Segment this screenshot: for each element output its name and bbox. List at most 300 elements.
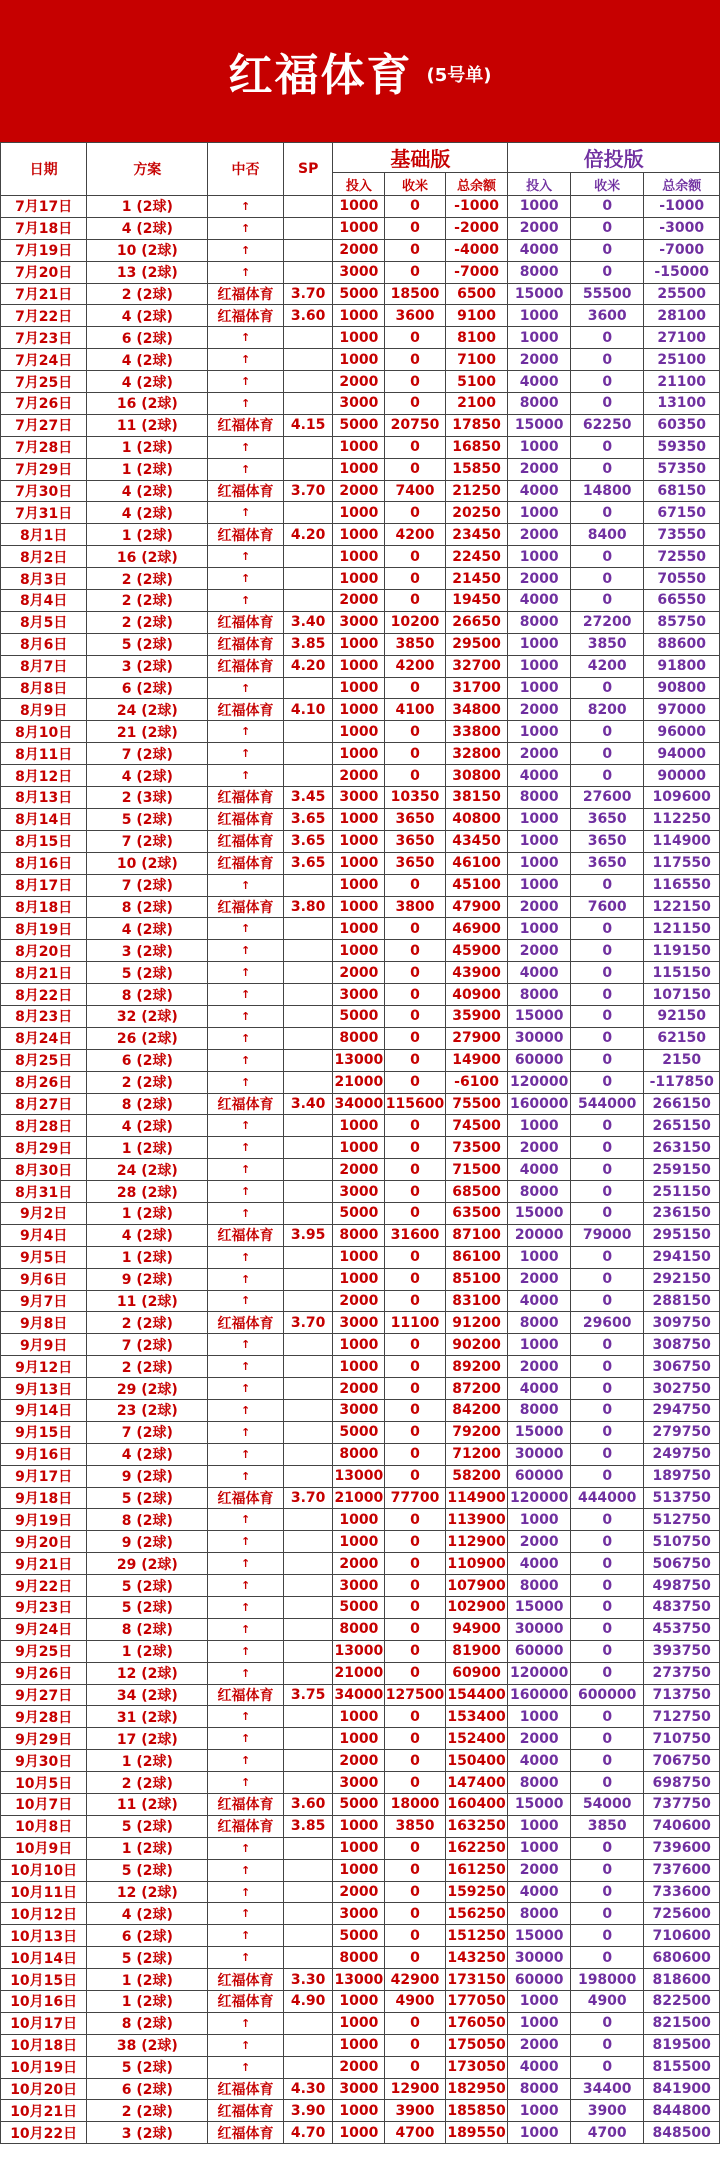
cell-basic-income: 3800 — [385, 896, 445, 918]
cell-hit: ↑ — [208, 1378, 284, 1400]
cell-basic-balance: 23450 — [445, 524, 508, 546]
cell-hit: ↑ — [208, 458, 284, 480]
cell-double-balance: 90800 — [644, 677, 720, 699]
cell-sp — [283, 1881, 333, 1903]
table-row — [1, 808, 720, 830]
cell-hit: 红福体育 — [208, 1487, 284, 1509]
cell-basic-income: 0 — [385, 1597, 445, 1619]
cell-sp: 4.20 — [283, 655, 333, 677]
cell-plan: 5 (2球) — [87, 1487, 208, 1509]
cell-double-invest: 4000 — [508, 1881, 571, 1903]
table-row — [1, 239, 720, 261]
table-row — [1, 546, 720, 568]
cell-basic-balance: 182950 — [445, 2078, 508, 2100]
cell-sp — [283, 502, 333, 524]
cell-sp — [283, 1903, 333, 1925]
cell-basic-income: 0 — [385, 1881, 445, 1903]
cell-date: 10月9日 — [1, 1837, 87, 1859]
cell-double-invest: 2000 — [508, 217, 571, 239]
cell-basic-income: 0 — [385, 918, 445, 940]
cell-date: 9月28日 — [1, 1706, 87, 1728]
table-row — [1, 1202, 720, 1224]
cell-hit: ↑ — [208, 1640, 284, 1662]
cell-double-balance: 266150 — [644, 1093, 720, 1115]
cell-basic-income: 0 — [385, 1662, 445, 1684]
table-row — [1, 940, 720, 962]
cell-basic-income: 0 — [385, 327, 445, 349]
cell-sp — [283, 196, 333, 218]
table-row — [1, 196, 720, 218]
cell-basic-balance: 87100 — [445, 1224, 508, 1246]
cell-date: 10月5日 — [1, 1772, 87, 1794]
cell-double-balance: 122150 — [644, 896, 720, 918]
cell-basic-income: 0 — [385, 393, 445, 415]
table-row — [1, 633, 720, 655]
cell-basic-invest: 1000 — [333, 568, 385, 590]
cell-basic-income: 0 — [385, 1005, 445, 1027]
cell-date: 9月13日 — [1, 1378, 87, 1400]
cell-double-balance: 841900 — [644, 2078, 720, 2100]
cell-basic-balance: -2000 — [445, 217, 508, 239]
table-row — [1, 2034, 720, 2056]
cell-double-balance: 88600 — [644, 633, 720, 655]
cell-sp: 3.80 — [283, 896, 333, 918]
cell-double-balance: 73550 — [644, 524, 720, 546]
cell-double-balance: -7000 — [644, 239, 720, 261]
cell-hit: ↑ — [208, 1421, 284, 1443]
cell-date: 9月19日 — [1, 1509, 87, 1531]
cell-date: 8月31日 — [1, 1181, 87, 1203]
cell-date: 10月20日 — [1, 2078, 87, 2100]
cell-basic-income: 0 — [385, 1421, 445, 1443]
cell-basic-income: 0 — [385, 1290, 445, 1312]
table-row — [1, 502, 720, 524]
cell-plan: 5 (2球) — [87, 1597, 208, 1619]
cell-hit: ↑ — [208, 1027, 284, 1049]
cell-double-balance: 821500 — [644, 2012, 720, 2034]
cell-plan: 8 (2球) — [87, 896, 208, 918]
cell-basic-invest: 1000 — [333, 2034, 385, 2056]
cell-basic-invest: 1000 — [333, 721, 385, 743]
cell-double-invest: 60000 — [508, 1465, 571, 1487]
cell-hit: 红福体育 — [208, 1794, 284, 1816]
cell-double-balance: 506750 — [644, 1553, 720, 1575]
cell-basic-invest: 1000 — [333, 852, 385, 874]
table-row — [1, 1443, 720, 1465]
cell-hit: ↑ — [208, 546, 284, 568]
cell-double-income: 0 — [570, 349, 643, 371]
cell-double-balance: -15000 — [644, 261, 720, 283]
cell-basic-balance: 86100 — [445, 1246, 508, 1268]
cell-basic-income: 0 — [385, 1378, 445, 1400]
cell-plan: 34 (2球) — [87, 1684, 208, 1706]
table-row — [1, 1509, 720, 1531]
cell-basic-income: 10200 — [385, 611, 445, 633]
cell-double-invest: 1000 — [508, 874, 571, 896]
cell-date: 9月14日 — [1, 1399, 87, 1421]
cell-hit: ↑ — [208, 721, 284, 743]
table-row — [1, 1925, 720, 1947]
cell-basic-balance: 7100 — [445, 349, 508, 371]
cell-basic-income: 0 — [385, 2034, 445, 2056]
cell-double-income: 3850 — [570, 633, 643, 655]
cell-sp: 4.10 — [283, 699, 333, 721]
cell-plan: 4 (2球) — [87, 1115, 208, 1137]
cell-date: 8月1日 — [1, 524, 87, 546]
cell-sp — [283, 568, 333, 590]
cell-basic-balance: 94900 — [445, 1618, 508, 1640]
cell-double-income: 0 — [570, 721, 643, 743]
cell-double-income: 0 — [570, 568, 643, 590]
cell-basic-invest: 1000 — [333, 633, 385, 655]
cell-basic-balance: 159250 — [445, 1881, 508, 1903]
cell-double-invest: 120000 — [508, 1487, 571, 1509]
cell-double-invest: 8000 — [508, 787, 571, 809]
cell-double-income: 600000 — [570, 1684, 643, 1706]
cell-plan: 4 (2球) — [87, 502, 208, 524]
table-row — [1, 1618, 720, 1640]
cell-sp: 4.15 — [283, 414, 333, 436]
cell-hit: ↑ — [208, 502, 284, 524]
cell-plan: 5 (2球) — [87, 808, 208, 830]
cell-double-income: 0 — [570, 1706, 643, 1728]
cell-date: 9月24日 — [1, 1618, 87, 1640]
cell-plan: 29 (2球) — [87, 1553, 208, 1575]
cell-plan: 8 (2球) — [87, 984, 208, 1006]
cell-date: 9月7日 — [1, 1290, 87, 1312]
cell-double-balance: 72550 — [644, 546, 720, 568]
cell-double-income: 0 — [570, 1159, 643, 1181]
cell-sp: 3.70 — [283, 480, 333, 502]
cell-double-income: 27600 — [570, 787, 643, 809]
cell-basic-income: 0 — [385, 940, 445, 962]
col-plan: 方案 — [87, 143, 208, 196]
cell-plan: 21 (2球) — [87, 721, 208, 743]
cell-plan: 11 (2球) — [87, 1794, 208, 1816]
cell-double-balance: 117550 — [644, 852, 720, 874]
cell-double-income: 0 — [570, 1356, 643, 1378]
cell-hit: ↑ — [208, 1925, 284, 1947]
cell-basic-balance: 26650 — [445, 611, 508, 633]
cell-basic-income: 0 — [385, 1115, 445, 1137]
cell-date: 7月24日 — [1, 349, 87, 371]
col-sp: SP — [283, 143, 333, 196]
table-row — [1, 984, 720, 1006]
cell-basic-invest: 1000 — [333, 458, 385, 480]
cell-date: 9月22日 — [1, 1575, 87, 1597]
cell-double-invest: 8000 — [508, 984, 571, 1006]
table-row — [1, 261, 720, 283]
cell-sp — [283, 1334, 333, 1356]
table-row — [1, 2078, 720, 2100]
cell-double-invest: 4000 — [508, 239, 571, 261]
cell-double-balance: 512750 — [644, 1509, 720, 1531]
cell-date: 7月21日 — [1, 283, 87, 305]
cell-basic-invest: 5000 — [333, 1925, 385, 1947]
cell-double-income: 544000 — [570, 1093, 643, 1115]
cell-basic-invest: 5000 — [333, 283, 385, 305]
cell-double-income: 0 — [570, 1531, 643, 1553]
cell-double-invest: 1000 — [508, 677, 571, 699]
cell-basic-income: 0 — [385, 962, 445, 984]
cell-double-balance: 70550 — [644, 568, 720, 590]
cell-double-income: 3900 — [570, 2100, 643, 2122]
cell-basic-invest: 8000 — [333, 1618, 385, 1640]
cell-hit: ↑ — [208, 1859, 284, 1881]
cell-double-invest: 2000 — [508, 1859, 571, 1881]
cell-basic-income: 0 — [385, 1465, 445, 1487]
cell-basic-invest: 1000 — [333, 1246, 385, 1268]
cell-double-invest: 30000 — [508, 1027, 571, 1049]
cell-basic-income: 11100 — [385, 1312, 445, 1334]
cell-basic-income: 0 — [385, 984, 445, 1006]
cell-hit: ↑ — [208, 261, 284, 283]
cell-basic-balance: 153400 — [445, 1706, 508, 1728]
table-row — [1, 699, 720, 721]
cell-sp — [283, 677, 333, 699]
cell-date: 7月25日 — [1, 371, 87, 393]
cell-sp — [283, 1399, 333, 1421]
cell-basic-invest: 1000 — [333, 217, 385, 239]
cell-double-invest: 1000 — [508, 1115, 571, 1137]
cell-basic-invest: 5000 — [333, 1421, 385, 1443]
cell-date: 8月26日 — [1, 1071, 87, 1093]
cell-sp: 3.95 — [283, 1224, 333, 1246]
cell-date: 8月8日 — [1, 677, 87, 699]
table-row — [1, 852, 720, 874]
cell-double-balance: 2150 — [644, 1049, 720, 1071]
cell-hit: ↑ — [208, 327, 284, 349]
cell-double-balance: 279750 — [644, 1421, 720, 1443]
cell-plan: 5 (2球) — [87, 1947, 208, 1969]
cell-double-balance: 710750 — [644, 1728, 720, 1750]
cell-basic-invest: 5000 — [333, 1794, 385, 1816]
cell-hit: ↑ — [208, 1662, 284, 1684]
cell-sp — [283, 1662, 333, 1684]
cell-basic-balance: 177050 — [445, 1991, 508, 2013]
cell-basic-invest: 2000 — [333, 765, 385, 787]
cell-double-income: 0 — [570, 239, 643, 261]
cell-hit: ↑ — [208, 1597, 284, 1619]
col-hit: 中否 — [208, 143, 284, 196]
table-row — [1, 371, 720, 393]
cell-double-income: 0 — [570, 940, 643, 962]
cell-plan: 8 (2球) — [87, 1093, 208, 1115]
cell-double-income: 0 — [570, 1881, 643, 1903]
cell-basic-invest: 1000 — [333, 305, 385, 327]
cell-sp: 4.90 — [283, 1991, 333, 2013]
table-row — [1, 2122, 720, 2144]
cell-date: 8月7日 — [1, 655, 87, 677]
cell-date: 9月26日 — [1, 1662, 87, 1684]
cell-double-invest: 60000 — [508, 1969, 571, 1991]
cell-plan: 6 (2球) — [87, 1049, 208, 1071]
cell-basic-income: 0 — [385, 217, 445, 239]
table-row — [1, 1399, 720, 1421]
table-row — [1, 830, 720, 852]
cell-double-income: 0 — [570, 1246, 643, 1268]
cell-double-income: 8400 — [570, 524, 643, 546]
cell-sp — [283, 1837, 333, 1859]
cell-double-income: 0 — [570, 371, 643, 393]
cell-double-income: 0 — [570, 1115, 643, 1137]
cell-basic-invest: 3000 — [333, 2078, 385, 2100]
cell-sp: 3.65 — [283, 808, 333, 830]
cell-double-invest: 15000 — [508, 1202, 571, 1224]
cell-basic-invest: 1000 — [333, 196, 385, 218]
cell-double-balance: 393750 — [644, 1640, 720, 1662]
cell-sp: 3.60 — [283, 305, 333, 327]
cell-double-balance: 713750 — [644, 1684, 720, 1706]
table-row — [1, 765, 720, 787]
cell-basic-income: 4700 — [385, 2122, 445, 2144]
cell-sp: 3.85 — [283, 1815, 333, 1837]
cell-sp — [283, 371, 333, 393]
table-row — [1, 1224, 720, 1246]
cell-hit: ↑ — [208, 2012, 284, 2034]
cell-sp — [283, 1443, 333, 1465]
cell-date: 9月25日 — [1, 1640, 87, 1662]
table-row — [1, 414, 720, 436]
cell-date: 9月20日 — [1, 1531, 87, 1553]
cell-sp — [283, 1509, 333, 1531]
cell-basic-income: 0 — [385, 1202, 445, 1224]
cell-double-income: 34400 — [570, 2078, 643, 2100]
cell-hit: ↑ — [208, 371, 284, 393]
cell-double-invest: 1000 — [508, 1815, 571, 1837]
cell-double-balance: 737600 — [644, 1859, 720, 1881]
cell-basic-invest: 1000 — [333, 808, 385, 830]
cell-hit: ↑ — [208, 1553, 284, 1575]
cell-double-invest: 160000 — [508, 1684, 571, 1706]
cell-double-income: 198000 — [570, 1969, 643, 1991]
cell-basic-balance: 40800 — [445, 808, 508, 830]
cell-sp: 3.65 — [283, 830, 333, 852]
cell-plan: 3 (2球) — [87, 655, 208, 677]
cell-basic-income: 0 — [385, 1728, 445, 1750]
cell-double-income: 0 — [570, 1334, 643, 1356]
cell-plan: 4 (2球) — [87, 480, 208, 502]
cell-plan: 2 (2球) — [87, 1772, 208, 1794]
cell-basic-invest: 3000 — [333, 1575, 385, 1597]
cell-sp: 3.65 — [283, 852, 333, 874]
cell-hit: ↑ — [208, 1728, 284, 1750]
cell-double-invest: 8000 — [508, 2078, 571, 2100]
cell-hit: ↑ — [208, 1334, 284, 1356]
cell-double-balance: 27100 — [644, 327, 720, 349]
cell-plan: 4 (2球) — [87, 1443, 208, 1465]
cell-plan: 23 (2球) — [87, 1399, 208, 1421]
cell-double-income: 79000 — [570, 1224, 643, 1246]
cell-double-balance: 706750 — [644, 1750, 720, 1772]
cell-plan: 7 (2球) — [87, 1421, 208, 1443]
table-row — [1, 896, 720, 918]
cell-basic-invest: 5000 — [333, 1597, 385, 1619]
cell-double-income: 0 — [570, 2056, 643, 2078]
cell-double-balance: 740600 — [644, 1815, 720, 1837]
cell-plan: 2 (2球) — [87, 283, 208, 305]
cell-basic-balance: 17850 — [445, 414, 508, 436]
table-row — [1, 1093, 720, 1115]
cell-double-invest: 30000 — [508, 1443, 571, 1465]
cell-double-income: 0 — [570, 393, 643, 415]
cell-date: 8月25日 — [1, 1049, 87, 1071]
table-row — [1, 1159, 720, 1181]
cell-double-balance: 680600 — [644, 1947, 720, 1969]
cell-basic-balance: 161250 — [445, 1859, 508, 1881]
cell-double-invest: 8000 — [508, 1575, 571, 1597]
cell-basic-balance: 162250 — [445, 1837, 508, 1859]
cell-basic-balance: 43450 — [445, 830, 508, 852]
cell-double-balance: 294750 — [644, 1399, 720, 1421]
cell-double-balance: 725600 — [644, 1903, 720, 1925]
cell-basic-income: 3650 — [385, 808, 445, 830]
cell-basic-balance: 74500 — [445, 1115, 508, 1137]
table-row — [1, 1815, 720, 1837]
cell-double-balance: 295150 — [644, 1224, 720, 1246]
cell-basic-income: 0 — [385, 196, 445, 218]
cell-sp — [283, 436, 333, 458]
col-basic-invest: 投入 — [333, 173, 385, 196]
cell-double-balance: 819500 — [644, 2034, 720, 2056]
cell-plan: 2 (2球) — [87, 568, 208, 590]
cell-hit: ↑ — [208, 918, 284, 940]
cell-basic-balance: 19450 — [445, 590, 508, 612]
cell-basic-income: 0 — [385, 1618, 445, 1640]
cell-plan: 6 (2球) — [87, 2078, 208, 2100]
cell-double-invest: 2000 — [508, 349, 571, 371]
cell-date: 9月17日 — [1, 1465, 87, 1487]
cell-sp — [283, 918, 333, 940]
table-row — [1, 1071, 720, 1093]
cell-double-income: 0 — [570, 1597, 643, 1619]
cell-plan: 1 (2球) — [87, 1202, 208, 1224]
cell-plan: 1 (2球) — [87, 1969, 208, 1991]
cell-sp — [283, 590, 333, 612]
cell-sp — [283, 1115, 333, 1137]
cell-double-income: 0 — [570, 1202, 643, 1224]
cell-double-balance: 62150 — [644, 1027, 720, 1049]
cell-date: 8月15日 — [1, 830, 87, 852]
cell-basic-balance: 68500 — [445, 1181, 508, 1203]
cell-basic-income: 12900 — [385, 2078, 445, 2100]
cell-basic-income: 0 — [385, 1246, 445, 1268]
cell-sp — [283, 1246, 333, 1268]
table-row — [1, 1290, 720, 1312]
cell-basic-invest: 2000 — [333, 1290, 385, 1312]
cell-basic-balance: 152400 — [445, 1728, 508, 1750]
cell-basic-income: 0 — [385, 1181, 445, 1203]
cell-sp — [283, 1181, 333, 1203]
cell-basic-invest: 3000 — [333, 1312, 385, 1334]
table-row — [1, 1487, 720, 1509]
cell-sp — [283, 1706, 333, 1728]
cell-hit: ↑ — [208, 1049, 284, 1071]
cell-hit: 红福体育 — [208, 305, 284, 327]
cell-basic-balance: 110900 — [445, 1553, 508, 1575]
cell-basic-balance: -4000 — [445, 239, 508, 261]
cell-double-income: 0 — [570, 1750, 643, 1772]
table-row — [1, 655, 720, 677]
table-row — [1, 1706, 720, 1728]
cell-double-invest: 4000 — [508, 480, 571, 502]
cell-double-income: 0 — [570, 1181, 643, 1203]
cell-hit: ↑ — [208, 940, 284, 962]
cell-sp: 3.75 — [283, 1684, 333, 1706]
cell-basic-balance: 87200 — [445, 1378, 508, 1400]
cell-date: 8月18日 — [1, 896, 87, 918]
cell-sp — [283, 1356, 333, 1378]
